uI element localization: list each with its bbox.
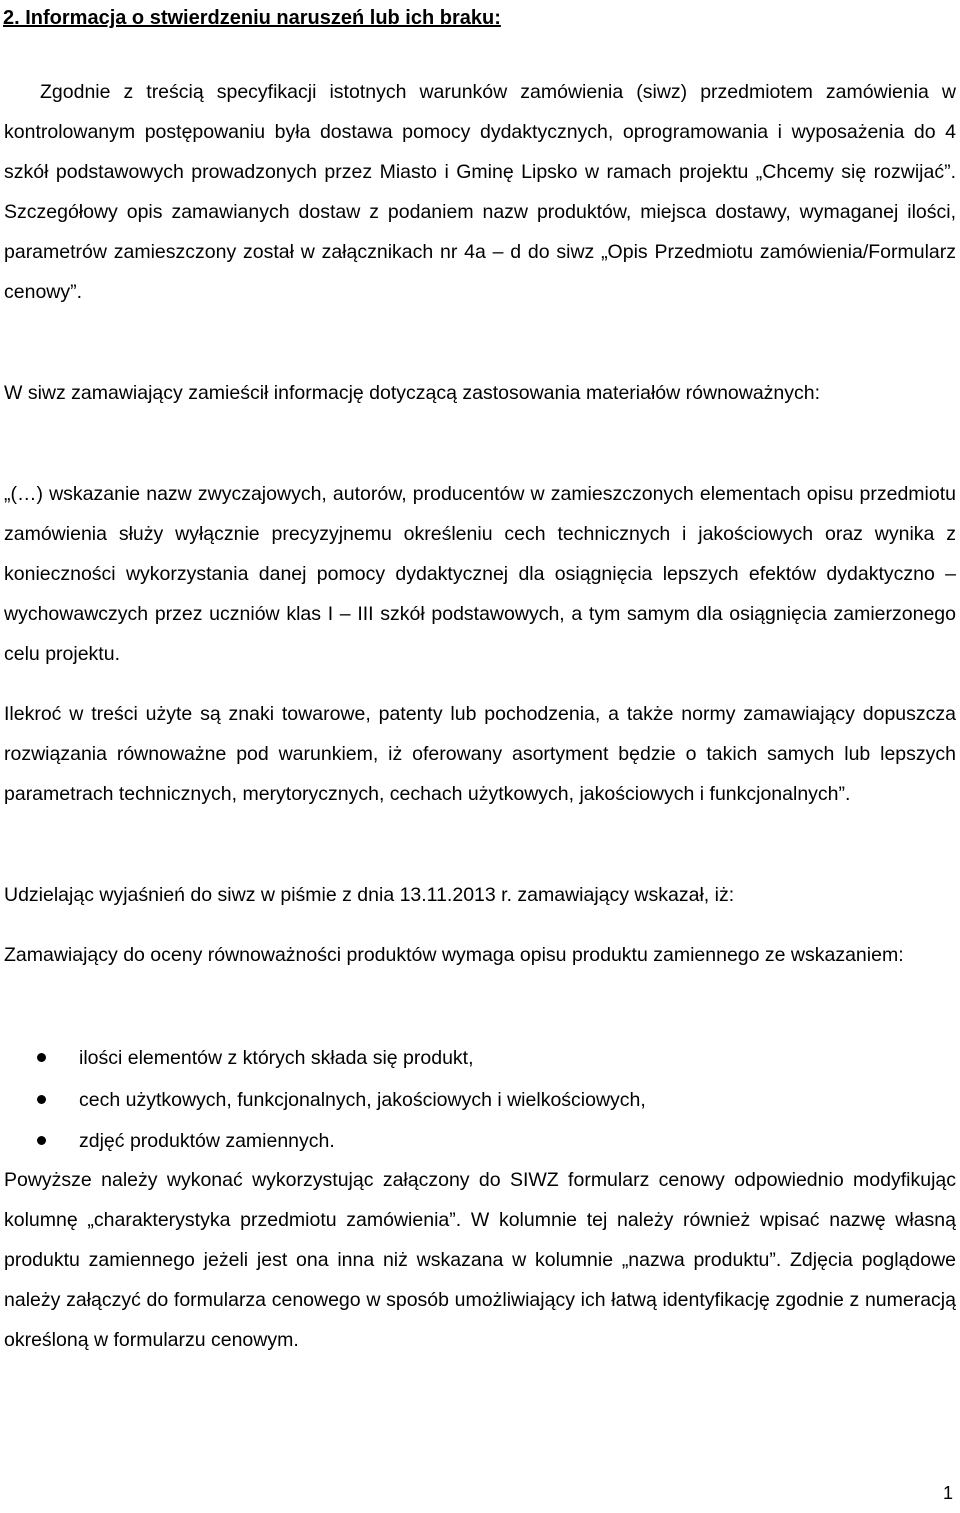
page-number: 1 — [943, 1483, 954, 1503]
paragraph-subject-of-contract: Zgodnie z treścią specyfikacji istotnych warunków zamówienia (siwz) przedmiotem zamówienia w kontrolowanym postępowaniu była dostawa pomocy dydaktycznych, oprogramowania i wyposażenia do 4 szkół podstawowych prowadzonych przez Miasto i Gminę Lipsko w ramach projektu „Chcemy się rozwijać”. Szczegółowy opis zamawianych dostaw z podaniem nazw produktów, miejsca dostawy, wymaganej ilości, parametrów zamieszczony został w załącznikach nr 4a – d do siwz „Opis Przedmiotu zamówienia/Formularz cenowy”. — [4, 81, 956, 303]
section-heading: 2. Informacja o stwierdzeniu naruszeń lub ich braku: — [3, 7, 501, 29]
list-item-text: ilości elementów z których składa się produkt, — [79, 1047, 474, 1069]
list-item — [0, 1121, 960, 1163]
list-item-text: zdjęć produktów zamiennych. — [79, 1130, 335, 1152]
bullet-icon — [37, 1136, 46, 1145]
paragraph-equivalence-requirements: Zamawiający do oceny równoważności produktów wymaga opisu produktu zamiennego ze wskazaniem: — [4, 944, 904, 966]
list-item — [0, 1038, 960, 1080]
bullet-icon — [37, 1053, 46, 1062]
paragraph-clarification-intro: Udzielając wyjaśnień do siwz w piśmie z dnia 13.11.2013 r. zamawiający wskazał, iż: — [4, 884, 735, 906]
paragraph-equivalent-materials-intro: W siwz zamawiający zamieścił informację dotyczącą zastosowania materiałów równoważnych: — [4, 382, 821, 404]
requirements-list — [0, 1038, 960, 1163]
paragraph-price-form-instructions: Powyższe należy wykonać wykorzystując załączony do SIWZ formularz cenowy odpowiednio modyfikując kolumnę „charakterystyka przedmiotu zamówienia”. W kolumnie tej należy również wpisać nazwę własną produktu zamiennego jeżeli jest ona inna niż wskazana w kolumnie „nazwa produktu”. Zdjęcia poglądowe należy załączyć do formularza cenowego w sposób umożliwiający ich łatwą identyfikację zgodnie z numeracją określoną w formularzu cenowym. — [4, 1169, 956, 1351]
paragraph-siwz-quote-part2: Ilekroć w treści użyte są znaki towarowe, patenty lub pochodzenia, a także normy zamawiający dopuszcza rozwiązania równoważne pod warunkiem, iż oferowany asortyment będzie o takich samych lub lepszych parametrach technicznych, merytorycznych, cechach użytkowych, jakościowych i funkcjonalnych”. — [4, 703, 956, 805]
list-item-text: cech użytkowych, funkcjonalnych, jakościowych i wielkościowych, — [79, 1088, 646, 1111]
paragraph-siwz-quote-part1: „(…) wskazanie nazw zwyczajowych, autorów, producentów w zamieszczonych elementach opisu przedmiotu zamówienia służy wyłącznie precyzyjnemu określeniu cech technicznych i jakościowych oraz wynika z konieczności wykorzystania danej pomocy dydaktycznej dla osiągnięcia lepszych efektów dydaktyczno – wychowawczych przez uczniów klas I – III szkół podstawowych, a tym samym dla osiągnięcia zamierzonego celu projektu. — [4, 483, 956, 665]
bullet-icon — [37, 1095, 46, 1104]
list-item — [0, 1080, 960, 1122]
